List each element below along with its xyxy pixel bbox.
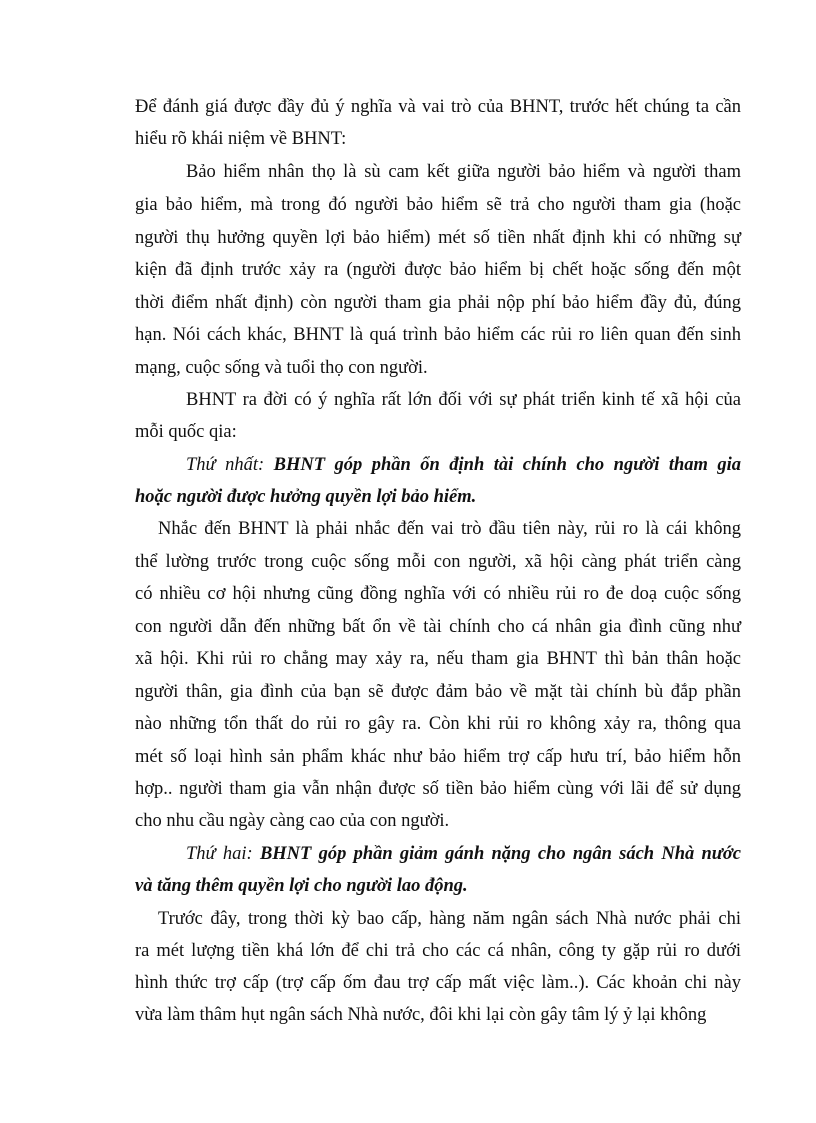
heading-title-cont: hoặc người được hưởng quyền lợi bảo hiểm.: [135, 487, 477, 507]
body-line: Để đánh giá được đầy đủ ý nghĩa và vai trò của BHNT, trước hết chúng ta cần: [135, 97, 741, 117]
body-line: gia bảo hiểm, mà trong đó người bảo hiểm sẽ trả cho người tham gia (hoặc: [135, 195, 741, 215]
body-line: vừa làm thâm hụt ngân sách Nhà nước, đôi khi lại còn gây tâm lý ỷ lại không: [135, 1005, 707, 1025]
heading-prefix: Thứ hai:: [186, 844, 253, 864]
body-line: con người dẫn đến những bất ổn về tài chính cho cá nhân gia đình cũng như: [135, 617, 741, 637]
body-line: hợp.. người tham gia vẫn nhận được số tiền bảo hiểm cùng với lãi để sử dụng: [135, 779, 741, 799]
heading-title: BHNT góp phần ổn định tài chính cho người tham gia: [273, 455, 741, 475]
body-line: mỗi quốc qia:: [135, 422, 237, 442]
body-line: Trước đây, trong thời kỳ bao cấp, hàng năm ngân sách Nhà nước phải chi: [158, 909, 741, 929]
body-line: người thụ hưởng quyền lợi bảo hiểm) mét số tiền nhất định khi có những sự: [135, 228, 741, 248]
body-line: Nhắc đến BHNT là phải nhắc đến vai trò đầu tiên này, rủi ro là cái không: [158, 519, 741, 539]
section-heading-1-cont: [135, 481, 741, 514]
body-line: hạn. Nói cách khác, BHNT là quá trình bảo hiểm các rủi ro liên quan đến sinh: [135, 325, 741, 345]
body-line: BHNT ra đời có ý nghĩa rất lớn đối với sự phát triển kinh tế xã hội của: [186, 390, 741, 410]
body-line: mét số loại hình sản phẩm khác như bảo hiểm trợ cấp hưu trí, bảo hiểm hỗn: [135, 747, 741, 767]
body-line: mạng, cuộc sống và tuổi thọ con người.: [135, 358, 428, 378]
heading-prefix: Thứ nhất:: [186, 455, 265, 475]
body-line: ra mét lượng tiền khá lớn để chi trả cho các cá nhân, công ty gặp rủi ro dưới: [135, 941, 741, 961]
body-line: xã hội. Khi rủi ro chẳng may xảy ra, nếu tham gia BHNT thì bản thân hoặc: [135, 649, 741, 669]
heading-title: BHNT góp phần giảm gánh nặng cho ngân sách Nhà nước: [259, 844, 742, 864]
body-line: thể lường trước trong cuộc sống mỗi con người, xã hội càng phát triển càng: [135, 552, 741, 572]
body-line: kiện đã định trước xảy ra (người được bảo hiểm bị chết hoặc sống đến một: [135, 260, 741, 280]
body-line: người thân, gia đình của bạn sẽ được đảm bảo về mặt tài chính bù đắp phần: [135, 682, 741, 702]
body-line: có nhiều cơ hội nhưng cũng đồng nghĩa với có nhiều rủi ro đe doạ cuộc sống: [135, 584, 741, 604]
body-line: cho nhu cầu ngày càng cao của con người.: [135, 811, 450, 831]
body-line: thời điểm nhất định) còn người tham gia phải nộp phí bảo hiểm đầy đủ, đúng: [135, 293, 741, 313]
section-heading-1: [186, 449, 741, 482]
section-heading-2: [186, 838, 741, 871]
section-heading-2-cont: [135, 870, 741, 903]
heading-title-cont: và tăng thêm quyền lợi cho người lao động.: [135, 876, 468, 896]
body-line: Bảo hiểm nhân thọ là sù cam kết giữa người bảo hiểm và người tham: [186, 162, 741, 182]
body-line: hình thức trợ cấp (trợ cấp ốm đau trợ cấp mất việc làm..). Các khoản chi này: [135, 973, 741, 993]
body-line: nào những tổn thất do rủi ro gây ra. Còn khi rủi ro không xảy ra, thông qua: [135, 714, 741, 734]
body-line: hiểu rõ khái niệm về BHNT:: [135, 129, 347, 149]
